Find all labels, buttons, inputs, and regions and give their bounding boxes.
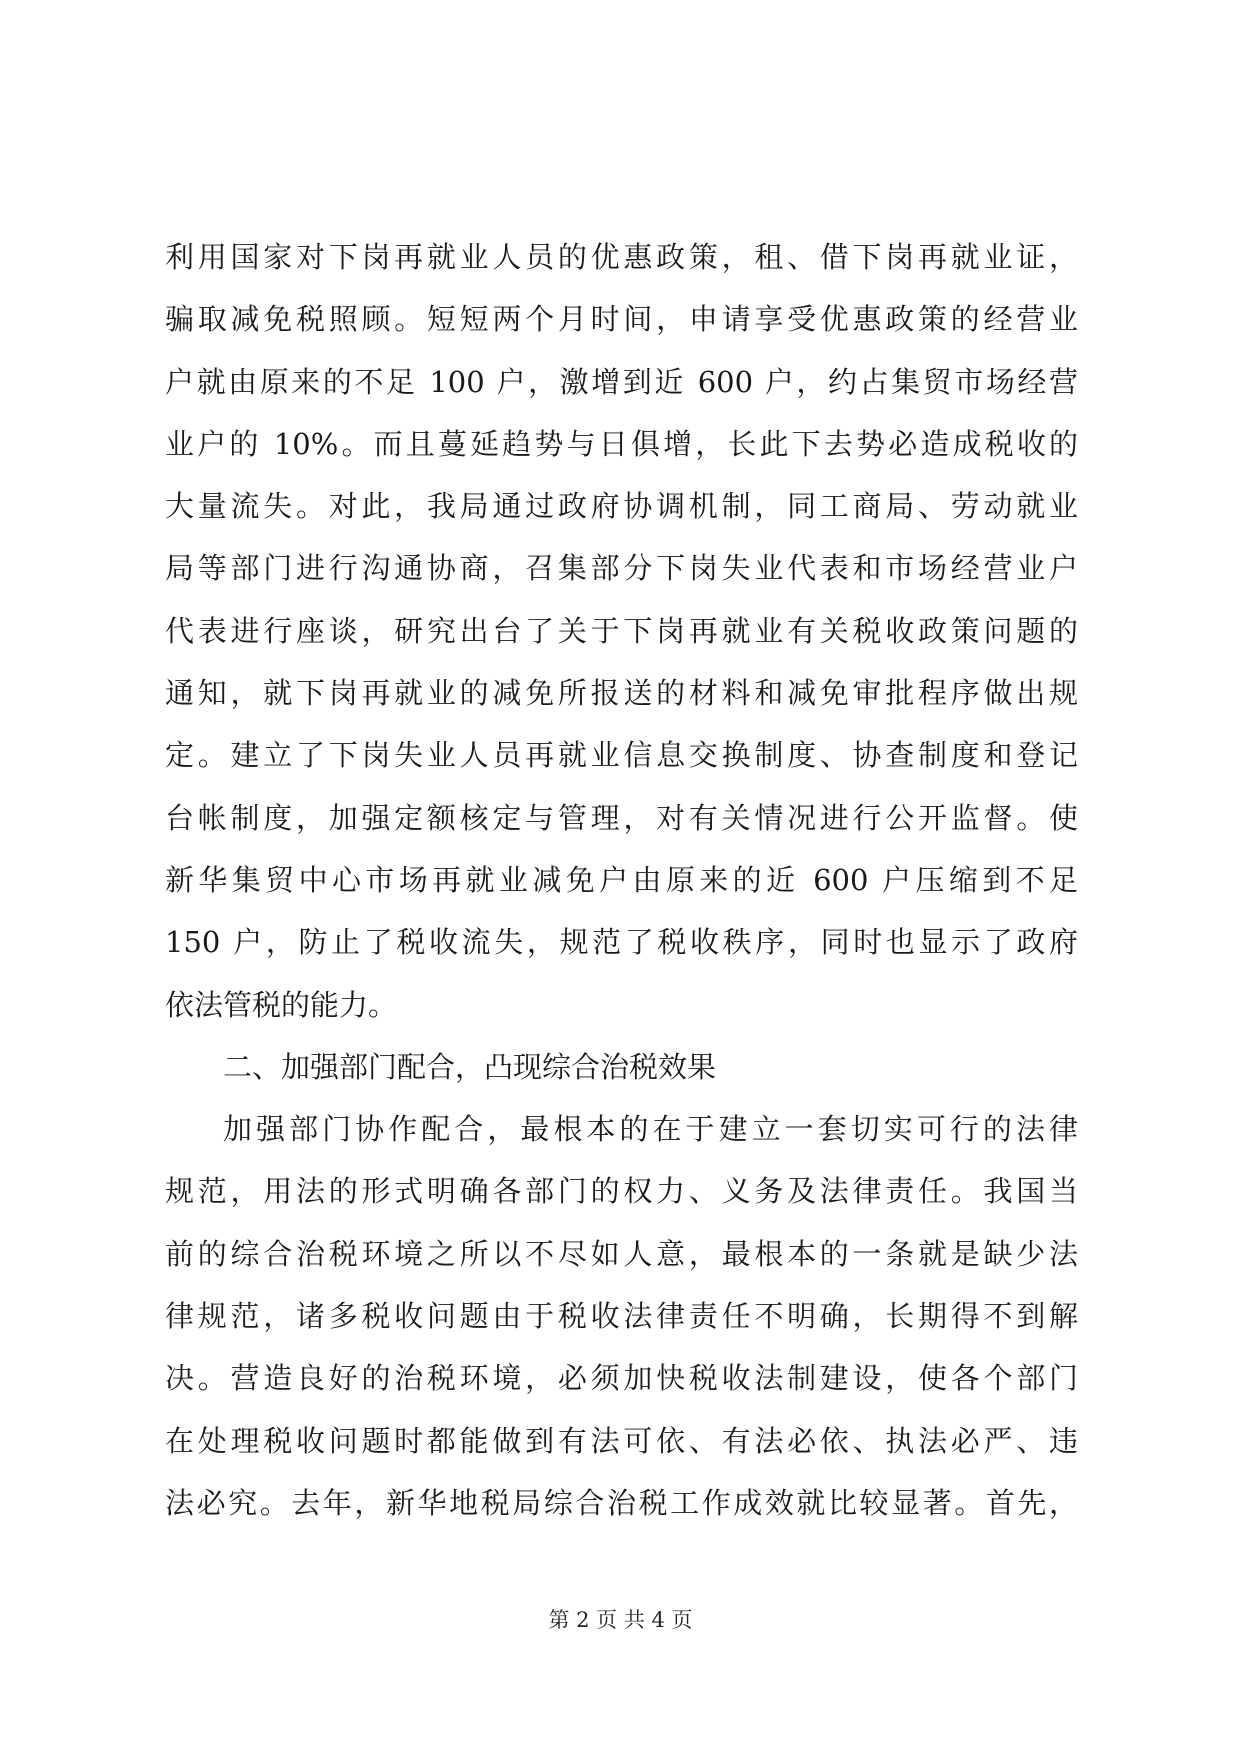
text-line: 法必究。去年，新华地税局综合治税工作成效就比较显著。首先， bbox=[165, 1485, 1078, 1520]
body-text bbox=[165, 226, 1078, 1534]
text-line: 台帐制度，加强定额核定与管理，对有关情况进行公开监督。使 bbox=[165, 800, 1078, 835]
text-line: 150 户，防止了税收流失，规范了税收秩序，同时也显示了政府 bbox=[165, 925, 1078, 960]
text-line: 骗取减免税照顾。短短两个月时间，申请享受优惠政策的经营业 bbox=[165, 302, 1078, 337]
text-line: 通知，就下岗再就业的减免所报送的材料和减免审批程序做出规 bbox=[165, 676, 1078, 711]
text-line: 户就由原来的不足 100 户，激增到近 600 户，约占集贸市场经营 bbox=[165, 364, 1078, 399]
text-line: 业户的 10%。而且蔓延趋势与日俱增，长此下去势必造成税收的 bbox=[165, 426, 1078, 461]
page-footer: 第 2 页 共 4 页 bbox=[548, 1608, 693, 1632]
text-line: 决。营造良好的治税环境，必须加快税收法制建设，使各个部门 bbox=[165, 1361, 1078, 1396]
text-line: 律规范，诸多税收问题由于税收法律责任不明确，长期得不到解 bbox=[165, 1299, 1078, 1334]
text-line: 前的综合治税环境之所以不尽如人意，最根本的一条就是缺少法 bbox=[165, 1236, 1078, 1271]
text-line: 在处理税收问题时都能做到有法可依、有法必依、执法必严、违 bbox=[165, 1423, 1078, 1458]
text-line: 局等部门进行沟通协商，召集部分下岗失业代表和市场经营业户 bbox=[165, 551, 1078, 586]
text-line: 大量流失。对此，我局通过政府协调机制，同工商局、劳动就业 bbox=[165, 489, 1078, 524]
text-line: 依法管税的能力。 bbox=[165, 987, 398, 1022]
text-line: 定。建立了下岗失业人员再就业信息交换制度、协查制度和登记 bbox=[165, 738, 1078, 773]
text-line: 二、加强部门配合，凸现综合治税效果 bbox=[223, 1049, 717, 1084]
text-line: 利用国家对下岗再就业人员的优惠政策，租、借下岗再就业证， bbox=[165, 240, 1078, 274]
text-line: 加强部门协作配合，最根本的在于建立一套切实可行的法律 bbox=[223, 1112, 1078, 1147]
text-line: 代表进行座谈，研究出台了关于下岗再就业有关税收政策问题的 bbox=[165, 613, 1078, 648]
text-line: 规范，用法的形式明确各部门的权力、义务及法律责任。我国当 bbox=[165, 1174, 1078, 1209]
text-line: 新华集贸中心市场再就业减免户由原来的近 600 户压缩到不足 bbox=[165, 862, 1078, 897]
